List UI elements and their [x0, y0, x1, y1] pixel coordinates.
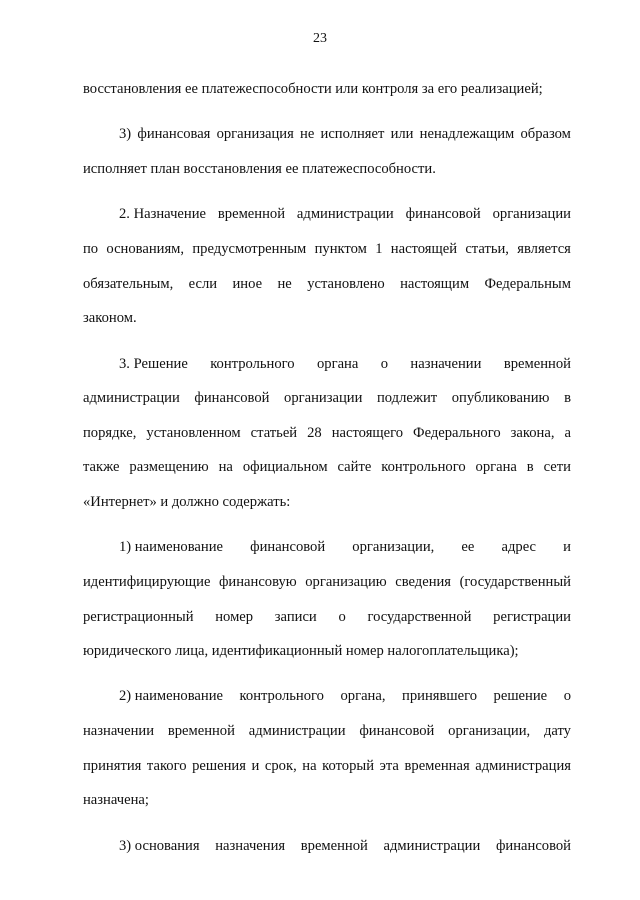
word: ее: [461, 539, 475, 556]
word: 2. Назначение: [119, 206, 206, 223]
paragraph: [83, 72, 571, 107]
word: и: [563, 539, 571, 556]
word: назначении: [410, 355, 482, 372]
word: организации: [492, 206, 571, 223]
word: в: [526, 459, 534, 476]
word: на: [302, 757, 317, 774]
word: а: [564, 424, 571, 441]
word: и: [251, 757, 260, 774]
paragraph-gap: [83, 520, 571, 531]
word: ненадлежащим: [419, 126, 515, 143]
word: 3): [119, 126, 132, 143]
word: администрации: [383, 837, 481, 854]
text-line: законом.: [83, 310, 137, 327]
word: решение: [493, 688, 548, 705]
document-body: [83, 72, 571, 863]
word: также: [83, 459, 120, 476]
word: финансовой: [359, 723, 435, 740]
text-line: [83, 565, 571, 600]
word: 28: [307, 424, 322, 441]
word: такого: [146, 757, 187, 774]
word: сайте: [337, 459, 372, 476]
text-line: назначена;: [83, 792, 149, 809]
text-line: [83, 232, 571, 267]
word: администрации: [296, 206, 394, 223]
paragraph-gap: [83, 669, 571, 680]
word: настоящей: [390, 240, 458, 257]
word: Федерального: [413, 424, 501, 441]
paragraph: [83, 117, 571, 186]
word: эта: [379, 757, 399, 774]
text-line: [83, 347, 571, 382]
text-line: [83, 117, 571, 152]
word: статьи,: [465, 240, 509, 257]
text-line: [83, 381, 571, 416]
text-line: [83, 714, 571, 749]
text-line: [83, 530, 571, 565]
word: подлежит: [377, 390, 438, 407]
paragraph: [83, 197, 571, 335]
word: не: [300, 126, 315, 143]
text-line: [83, 679, 571, 714]
text-line: юридического лица, идентификационный номер налогоплательщика);: [83, 643, 519, 660]
word: организации: [284, 390, 363, 407]
word: официальном: [242, 459, 328, 476]
word: порядке,: [83, 424, 137, 441]
word: номер: [215, 608, 254, 625]
word: финансовая: [137, 126, 211, 143]
paragraph: [83, 347, 571, 520]
word: администрация: [475, 757, 571, 774]
word: организацию: [305, 573, 387, 590]
word: (государственный: [459, 573, 571, 590]
word: органа,: [340, 688, 386, 705]
word: если: [188, 275, 218, 292]
word: образом: [520, 126, 571, 143]
word: записи: [274, 608, 317, 625]
text-line: [83, 197, 571, 232]
word: предусмотренным: [192, 240, 307, 257]
word: дату: [543, 723, 571, 740]
word: временной: [167, 723, 235, 740]
word: на: [218, 459, 233, 476]
text-line: [83, 267, 571, 302]
word: пунктом: [314, 240, 367, 257]
word: администрации: [83, 390, 180, 407]
word: организация: [216, 126, 294, 143]
word: государственной: [367, 608, 472, 625]
word: органа: [316, 355, 359, 372]
word: временной: [217, 206, 286, 223]
text-line: [83, 829, 571, 864]
word: 2) наименование: [119, 688, 223, 705]
word: 3. Решение: [119, 355, 188, 372]
word: финансовой: [495, 837, 571, 854]
word: по: [83, 240, 99, 257]
paragraph: [83, 679, 571, 817]
paragraph-gap: [83, 107, 571, 118]
word: назначении: [83, 723, 155, 740]
word: временная: [404, 757, 470, 774]
word: принявшего: [402, 688, 477, 705]
word: финансовую: [218, 573, 297, 590]
word: решения: [192, 757, 246, 774]
word: в: [564, 390, 571, 407]
word: не: [277, 275, 292, 292]
paragraph-gap: [83, 187, 571, 198]
word: регистрационный: [83, 608, 194, 625]
word: срок,: [264, 757, 297, 774]
word: 3) основания: [119, 837, 200, 854]
word: адрес: [501, 539, 537, 556]
word: идентифицирующие: [83, 573, 211, 590]
word: основаниям,: [106, 240, 185, 257]
word: опубликованию: [451, 390, 550, 407]
word: 1: [375, 240, 383, 257]
word: временной: [300, 837, 368, 854]
word: финансовой: [194, 390, 270, 407]
page-number: 23: [313, 31, 327, 46]
word: сети: [543, 459, 571, 476]
word: статьей: [250, 424, 298, 441]
paragraph-gap: [83, 818, 571, 829]
word: настоящим: [400, 275, 470, 292]
word: обязательным,: [83, 275, 174, 292]
word: назначения: [215, 837, 286, 854]
word: закона,: [510, 424, 555, 441]
paragraph: [83, 829, 571, 864]
word: настоящего: [331, 424, 404, 441]
word: о: [563, 688, 571, 705]
text-line: «Интернет» и должно содержать:: [83, 493, 291, 510]
word: контрольного: [239, 688, 324, 705]
word: или: [390, 126, 414, 143]
word: размещению: [129, 459, 209, 476]
word: органа: [475, 459, 517, 476]
word: о: [380, 355, 389, 372]
word: который: [322, 757, 375, 774]
text-line: [83, 600, 571, 635]
word: финансовой: [250, 539, 326, 556]
word: установлено: [307, 275, 385, 292]
word: 1) наименование: [119, 539, 223, 556]
word: регистрации: [493, 608, 571, 625]
word: временной: [503, 355, 571, 372]
word: сведения: [395, 573, 452, 590]
word: организации,: [448, 723, 531, 740]
text-line: [83, 416, 571, 451]
word: организации,: [352, 539, 435, 556]
word: исполняет: [320, 126, 385, 143]
word: иное: [232, 275, 263, 292]
word: контрольного: [210, 355, 295, 372]
word: о: [338, 608, 346, 625]
text-line: [83, 749, 571, 784]
word: является: [517, 240, 571, 257]
word: принятия: [83, 757, 142, 774]
word: Федеральным: [484, 275, 571, 292]
word: администрации: [248, 723, 346, 740]
text-line: исполняет план восстановления ее платежеспособности.: [83, 160, 436, 177]
word: контрольного: [381, 459, 466, 476]
text-line: восстановления ее платежеспособности или контроля за его реализацией;: [83, 81, 543, 97]
paragraph-gap: [83, 336, 571, 347]
paragraph: [83, 530, 571, 668]
word: финансовой: [405, 206, 481, 223]
text-line: [83, 450, 571, 485]
word: установленном: [146, 424, 241, 441]
